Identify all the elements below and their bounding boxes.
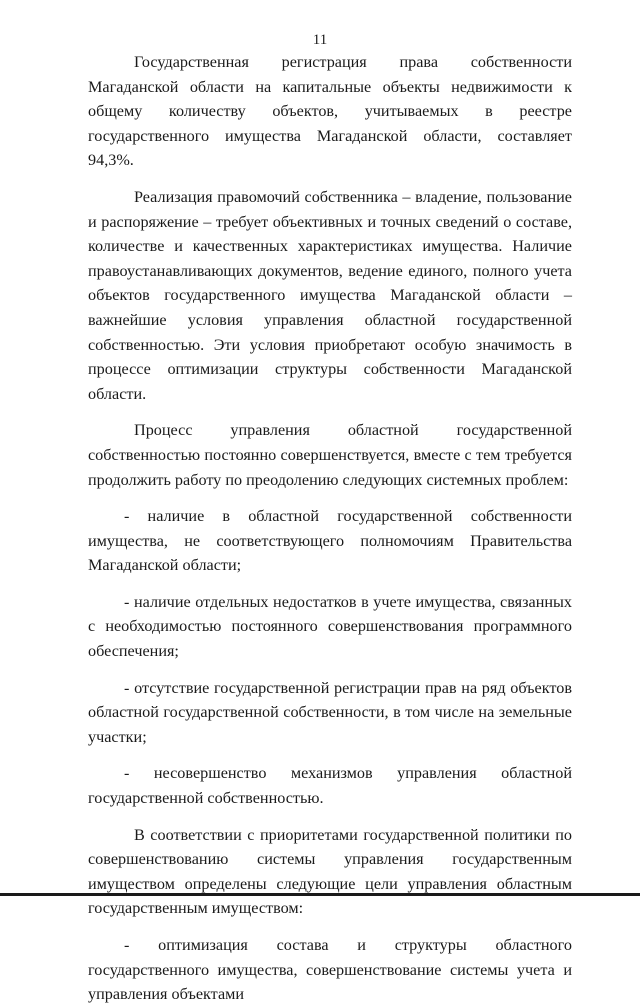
- list-item-problem-4: - несовершенство механизмов управления областной государственной собственностью.: [88, 764, 572, 808]
- paragraph-management-process: Процесс управления областной государственной собственностью постоянно совершенствуется, вместе с тем требуется продолжить работу по преодолению следующих системных проблем:: [88, 421, 572, 489]
- list-item-problem-2: - наличие отдельных недостатков в учете имущества, связанных с необходимостью постоянного совершенствования программного обеспечения;: [88, 592, 572, 661]
- paragraph-owner-rights: Реализация правомочий собственника – владение, пользование и распоряжение – требует объективных и точных сведений о составе, количестве и качественных характеристиках имущества. Наличие правоустанавливающих документов, ведение единого, полного учета объектов государственного имущества Магаданской области – важнейшие условия управления областной государственной собственностью. Эти условия приобретают особую значимость в процессе оптимизации структуры собственности Магаданской области.: [88, 187, 572, 403]
- page-number: 11: [312, 32, 328, 48]
- paragraph-goals-intro: В соответствии с приоритетами государственной политики по совершенствованию системы управления государственным имуществом определены следующие цели управления областным государственным имуществом:: [88, 825, 572, 918]
- list-item-goal-1: - оптимизация состава и структуры областного государственного имущества, совершенствование системы учета и управления объектами: [88, 936, 572, 1004]
- page-body: [88, 50, 572, 1007]
- list-item-problem-1: - наличие в областной государственной собственности имущества, не соответствующего полномочиям Правительства Магаданской области;: [88, 507, 572, 575]
- paragraph-registration: Государственная регистрация права собственности Магаданской области на капитальные объекты недвижимости к общему количеству объектов, учитываемых в реестре государственного имущества Магаданской области, составляет 94,3%.: [88, 53, 572, 170]
- bottom-rule: [0, 893, 640, 896]
- list-item-problem-3: - отсутствие государственной регистрации прав на ряд объектов областной государственной собственности, в том числе на земельные участки;: [88, 678, 572, 746]
